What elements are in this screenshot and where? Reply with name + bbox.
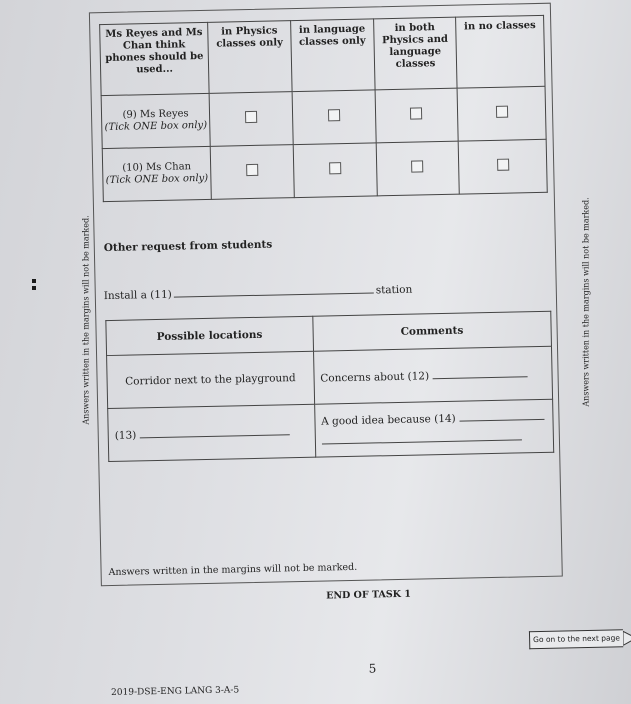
arrow-right-icon <box>623 628 631 648</box>
next-page-label: Go on to the next page <box>529 629 623 649</box>
comment-cell <box>313 346 552 404</box>
answer-blank-14[interactable] <box>459 409 544 422</box>
header-both: in both Physics and language classes <box>373 17 457 90</box>
row-label-chan <box>102 146 211 201</box>
comment-cell <box>314 399 553 457</box>
row-label: (9) Ms Reyes <box>122 108 189 121</box>
tick-box[interactable] <box>496 106 508 118</box>
table-row <box>102 139 547 201</box>
tick-box[interactable] <box>410 107 422 119</box>
answer-blank-13[interactable] <box>139 424 289 438</box>
location-prompt: (13) <box>114 429 137 442</box>
location-cell <box>108 404 316 461</box>
install-suffix: station <box>375 283 413 297</box>
margin-warning: Answers written in the margins will not be marked. <box>108 561 358 579</box>
tick-box[interactable] <box>246 164 258 176</box>
location-cell: Corridor next to the playground <box>107 351 315 408</box>
tick-box[interactable] <box>328 109 340 121</box>
tick-box[interactable] <box>329 162 341 174</box>
header-teachers: Ms Reyes and Ms Chan think phones should be used... <box>100 22 210 95</box>
left-margin-note: Answers written in the margins will not be marked. <box>81 215 91 425</box>
end-of-task: END OF TASK 1 <box>326 588 412 602</box>
table-row <box>108 399 554 461</box>
next-page-button[interactable] <box>529 629 631 649</box>
row-note: (Tick ONE box only) <box>105 172 209 187</box>
header-language-only: in language classes only <box>291 19 375 92</box>
header-physics-only: in Physics classes only <box>208 21 292 94</box>
section-heading: Other request from students <box>103 238 273 255</box>
comment-prompt: A good idea because (14) <box>321 412 456 428</box>
answer-blank-14-cont[interactable] <box>321 429 521 444</box>
tick-box[interactable] <box>412 160 424 172</box>
locations-table <box>105 311 554 462</box>
row-note: (Tick ONE box only) <box>104 119 208 134</box>
header-locations: Possible locations <box>106 316 313 355</box>
answer-blank-12[interactable] <box>432 366 527 379</box>
header-comments: Comments <box>312 311 551 351</box>
right-margin-note: Answers written in the margins will not be marked. <box>581 197 591 407</box>
tick-box[interactable] <box>245 111 257 123</box>
tick-box[interactable] <box>497 159 509 171</box>
row-label: (10) Ms Chan <box>122 161 192 174</box>
comment-prompt: Concerns about (12) <box>320 370 430 385</box>
page-number: 5 <box>368 661 377 676</box>
phone-use-table <box>99 15 548 202</box>
table-row <box>107 346 553 408</box>
paper-code: 2019-DSE-ENG LANG 3-A-5 <box>111 685 240 699</box>
row-label-reyes <box>101 93 210 148</box>
header-no-classes: in no classes <box>456 15 545 88</box>
install-prefix: Install a (11) <box>103 288 172 303</box>
table-row <box>101 86 546 148</box>
